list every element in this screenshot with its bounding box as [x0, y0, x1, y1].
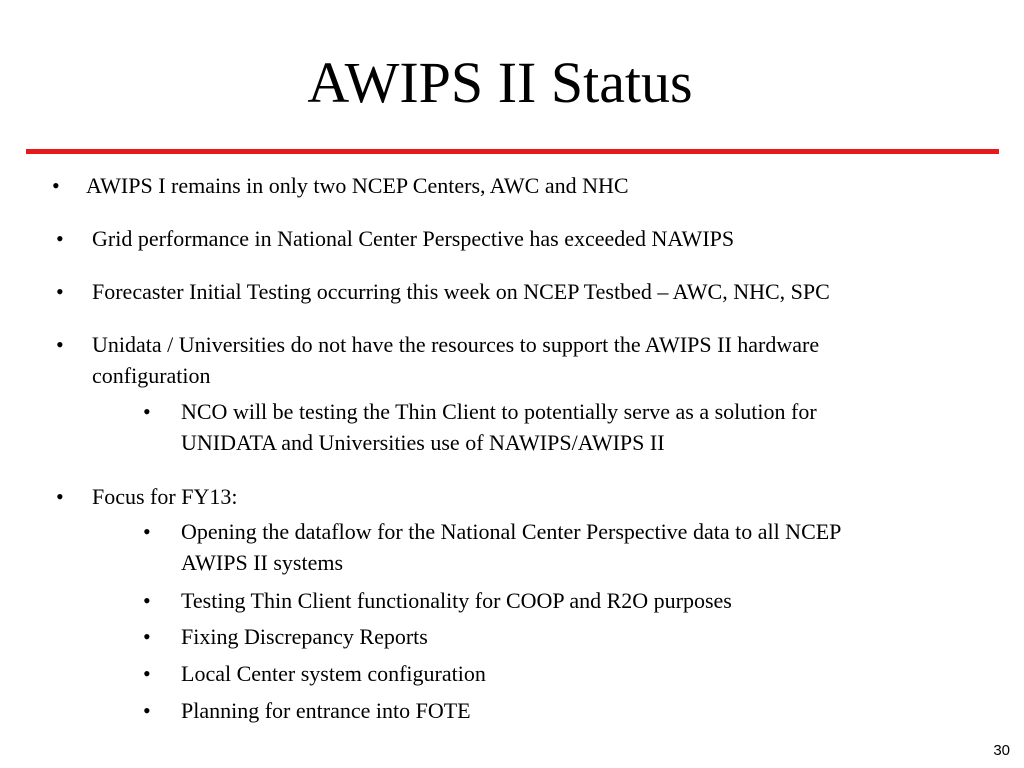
page-number: 30 [993, 742, 1010, 759]
sub-bullet-item [143, 585, 732, 616]
sub-bullet-item [143, 396, 817, 458]
bullet-item [56, 481, 238, 512]
bullet-dot-icon: • [143, 624, 151, 649]
bullet-dot-icon: • [52, 173, 60, 198]
bullet-item [52, 170, 629, 201]
bullet-text-line: Focus for FY13: [92, 484, 238, 509]
bullet-text-line: Unidata / Universities do not have the resources to support the AWIPS II hardware [92, 332, 820, 357]
bullet-dot-icon: • [143, 698, 151, 723]
bullet-text-line: Testing Thin Client functionality for COOP and R2O purposes [181, 588, 732, 613]
bullet-text-line: Grid performance in National Center Perspective has exceeded NAWIPS [92, 226, 735, 251]
bullet-dot-icon: • [143, 519, 151, 544]
sub-bullet-item [143, 658, 486, 689]
sub-bullet-item [143, 621, 428, 652]
bullet-text-line: AWIPS I remains in only two NCEP Centers, AWC and NHC [86, 173, 629, 198]
bullet-text-line: Planning for entrance into FOTE [181, 698, 471, 723]
bullet-text-line: UNIDATA and Universities use of NAWIPS/AWIPS II [181, 430, 665, 455]
bullet-dot-icon: • [56, 332, 64, 357]
slide-title: AWIPS II Status [307, 50, 693, 115]
bullet-dot-icon: • [56, 226, 64, 251]
bullet-text-line: AWIPS II systems [181, 550, 344, 575]
bullet-dot-icon: • [56, 484, 64, 509]
sub-bullet-item [143, 516, 842, 578]
bullet-dot-icon: • [143, 588, 151, 613]
bullet-text-line: configuration [92, 363, 211, 388]
bullet-text-line: NCO will be testing the Thin Client to potentially serve as a solution for [181, 399, 817, 424]
bullet-text-line: Local Center system configuration [181, 661, 486, 686]
bullet-dot-icon: • [143, 399, 151, 424]
bullet-dot-icon: • [143, 661, 151, 686]
bullet-text-line: Opening the dataflow for the National Center Perspective data to all NCEP [181, 519, 842, 544]
sub-bullet-item [143, 695, 471, 726]
bullet-item [56, 276, 830, 307]
bullet-dot-icon: • [56, 279, 64, 304]
bullet-text-line: Forecaster Initial Testing occurring this week on NCEP Testbed – AWC, NHC, SPC [92, 279, 830, 304]
bullet-item [56, 329, 820, 391]
bullet-text-line: Fixing Discrepancy Reports [181, 624, 428, 649]
bullet-item [56, 223, 735, 254]
